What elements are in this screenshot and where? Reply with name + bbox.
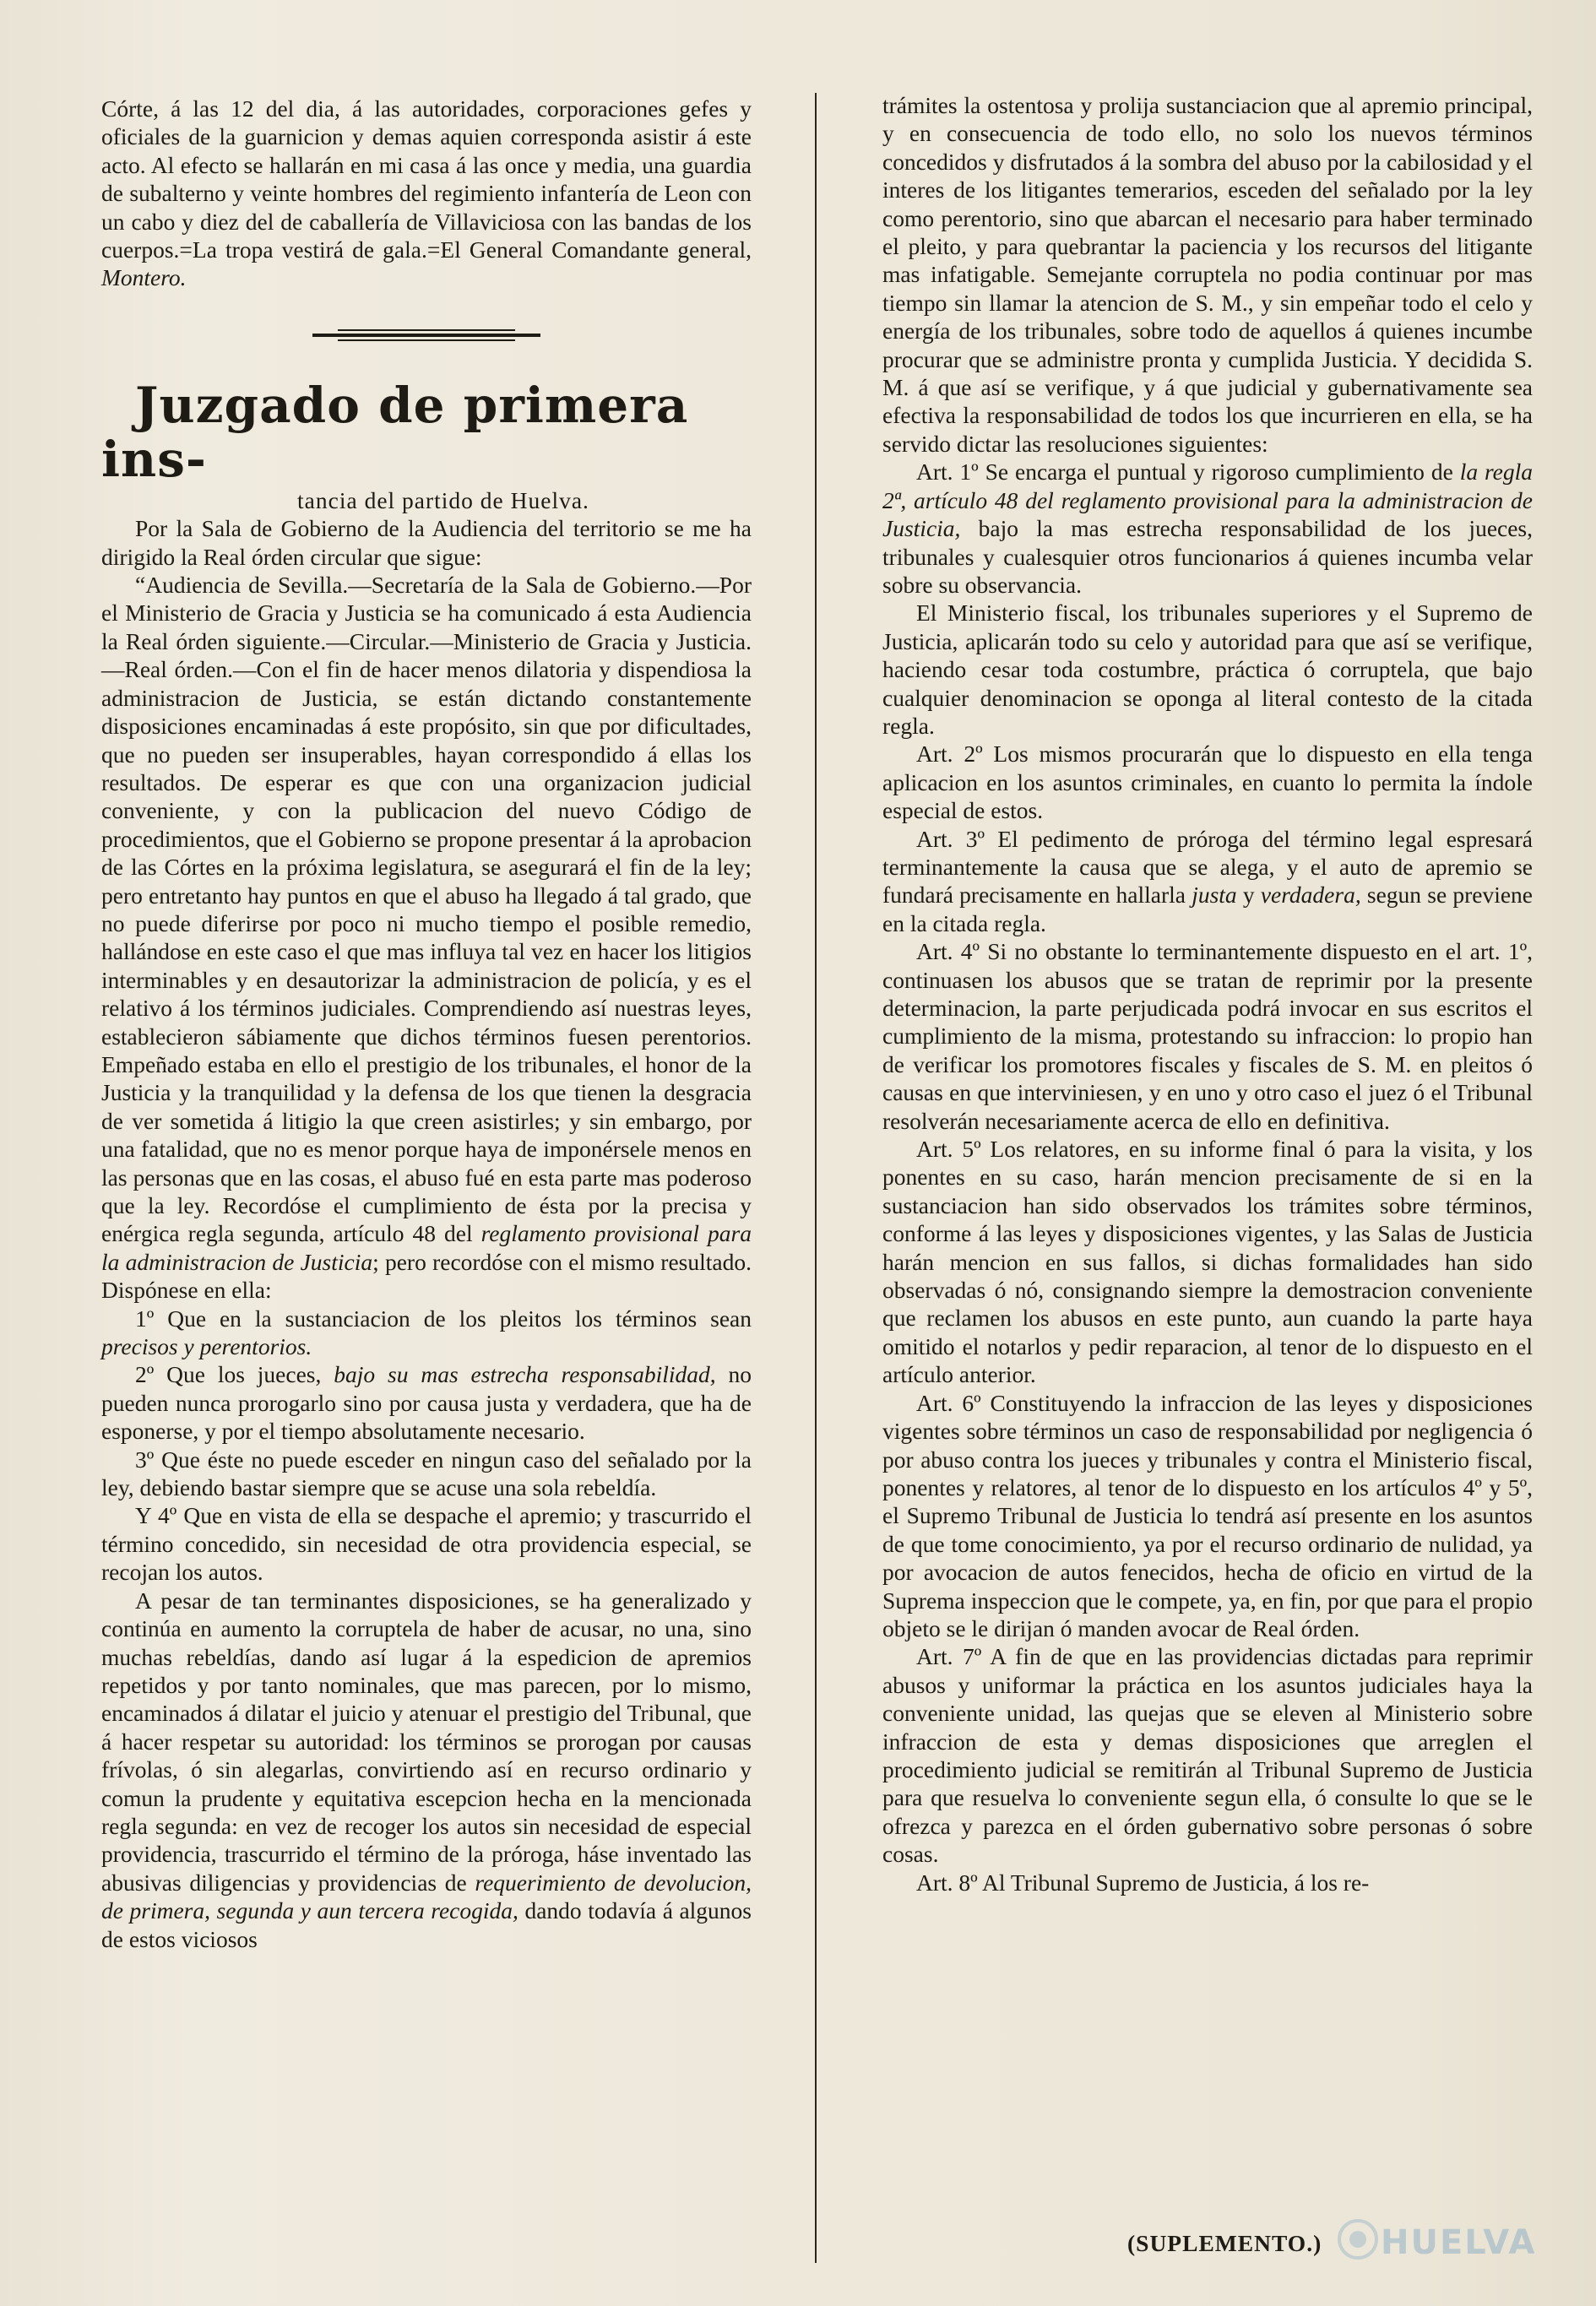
closing-text-a: A pesar de tan terminantes disposiciones, se ha generalizado y continúa en aumento la corruptela de haber de acusar, no una, sino muchas rebeldías, dando así lugar á la espedicion de apremios repetidos y por tanto nominales, que mas parecen, por lo mismo, encaminados á dilatar el juicio y atenuar el prestigio del Tribunal, que á hacer respetar su autoridad: los términos se prorogan por causas frívolas, ó sin alegarlas, convirtiendo así en recurso ordinario y comun la prudente y equitativa escepcion hecha en la mencionada regla segunda: en vez de recoger los autos sin necesidad de especial providencia, trascurrido el término de la próroga, háse inventado las abusivas diligencias y providencias de (101, 1587, 752, 1896)
court-subtitle: tancia del partido de Huelva. (297, 486, 589, 513)
section-divider (312, 329, 540, 341)
rule-1-italic: precisos y perentorios. (101, 1333, 312, 1360)
article-3-tail: segun se previene en la citada regla. (882, 882, 1533, 936)
article-4: Art. 4º Si no obstante lo terminantemente dispuesto en el art. 1º, continuasen los abusos que se tratan de reprimir por la presente determinacion, la parte perjudicada podrá invocar en sus escritos el cumplimiento de la misma, protestando su infraccion: lo propio han de verificar los promotores fiscales y fiscales de S. M. en pleitos ó causas en que interviniesen, y en uno y otro caso el juez ó el Tribunal resolverán necesariamente acerca de ello en definitiva. (882, 938, 1533, 1134)
rule-2-text-b: no pueden nunca prorogarlo sino por causa justa y verdadera, que ha de esponerse, y por el tiempo absolutamente necesario. (101, 1361, 752, 1445)
notice-text: Córte, á las 12 del dia, á las autoridades, corporaciones gefes y oficiales de la guarnicion y demas aquien corresponda asistir á este acto. Al efecto se hallarán en mi casa á las once y media, una guardia de subalterno y veinte hombres del regimiento infantería de Leon con un cabo y diez del de caballería de Villaviciosa con las bandas de los cuerpos.=La tropa vestirá de gala.=El General Comandante general, (101, 95, 752, 263)
article-3-italic-a: justa (1192, 882, 1237, 909)
article-1-paragraph-2: El Ministerio fiscal, los tribunales superiores y el Supremo de Justicia, aplicarán todo su celo y autoridad para que así se verifique, haciendo cesar toda costumbre, práctica ó corruptela, que bajo cualquier denominacion se oponga al literal contesto de la citada regla. (882, 600, 1533, 739)
article-5: Art. 5º Los relatores, en su informe final ó para la visita, y los ponentes en su caso, harán mencion precisamente de si en la sustanciacion han sido observados los trámites sobre términos, conforme á las leyes y disposiciones vigentes, y las Salas de Justicia harán mencion en sus fallos, si dichas formalidades han sido observadas ó nó, consignando siempre la demostracion conveniente que reclamen los abusos en este punto, aun cuando la parte haya omitido el notarlos y pedir reparacion, al tenor de lo dispuesto en el artículo anterior. (882, 1136, 1533, 1388)
divider-bar (312, 334, 540, 337)
rule-3: 3º Que éste no puede esceder en ningun caso del señalado por la ley, debiendo bastar siempre que se acuse una sola rebeldía. (101, 1446, 752, 1501)
article-1 (882, 458, 1533, 599)
intro-paragraph: Por la Sala de Gobierno de la Audiencia del territorio se me ha dirigido la Real órden circular que sigue: (101, 515, 752, 570)
rule-1 (101, 1305, 752, 1361)
rule-2 (101, 1360, 752, 1445)
rule-4: Y 4º Que en vista de ella se despache el apremio; y trascurrido el término concedido, sin necesidad de otra providencia especial, se recojan los autos. (101, 1502, 752, 1586)
article-3-and: y (1242, 882, 1255, 909)
left-column (101, 95, 752, 1953)
continuation-paragraph: trámites la ostentosa y prolija sustanciacion que al apremio principal, y en consecuencia de todo ello, no solo los nuevos términos concedidos y disfrutados á la sombra del abuso por la cabilosidad y el interes de los litigantes temerarios, esceden del señalado por la ley como perentorio, sino que abarcan el necesario para haber terminado el pleito, y para quebrantar la paciencia y los recursos del litigante mas infatigable. Semejante corruptela no podia continuar por mas tiempo sin llamar la atencion de S. M., y sin empeñar todo el celo y energía de los tribunales, sobre todo de aquellos á quienes incumbe procurar que se administre pronta y cumplida Justicia. Y decidida S. M. á que así se verifique, y á que judicial y gubernativamente sea efectiva la responsabilidad de todos los que incurrieren en ella, se ha servido dictar las resoluciones siguientes: (882, 92, 1533, 457)
closing-paragraph (101, 1587, 752, 1953)
article-1-text-a: Art. 1º Se encarga el puntual y rigoroso cumplimiento de (916, 458, 1453, 486)
article-8: Art. 8º Al Tribunal Supremo de Justicia, á los re- (916, 1869, 1370, 1896)
closing-italic: requerimiento de devolucion, de primera, segunda y aun tercera recogida, (101, 1869, 752, 1924)
article-3 (882, 825, 1533, 938)
article-7: Art. 7º A fin de que en las providencias dictadas para reprimir abusos y uniformar la práctica en los asuntos judiciales haya la conveniente unidad, las quejas que se eleven al Ministerio sobre infraccion de esta y demas disposiciones que arreglen el procedimiento judicial se remitirán al Tribunal Supremo de Justicia para que resuelva lo conveniente segun ella, ó consulte lo que se le ofrezca y parezca en el órden gubernativo sobre personas ó sobre cosas. (882, 1643, 1533, 1868)
article-3-italic-b: verdadera, (1260, 882, 1361, 909)
article-2: Art. 2º Los mismos procurarán que lo dispuesto en ella tenga aplicacion en los asuntos criminales, en cuanto lo permita la índole especial de estos. (882, 741, 1533, 824)
article-6: Art. 6º Constituyendo la infraccion de las leyes y disposiciones vigentes sobre términos un caso de responsabilidad por negligencia ó por abuso contra los jueces y tribunales y contra el Ministerio fiscal, ponentes y relatores, al tenor de lo dispuesto en los artículos 4º y 5º, el Supremo Tribunal de Justicia lo tendrá así presente en los asuntos de que tome conocimiento, ya por el recurso ordinario de nulidad, ya por avocacion de autos fenecidos, hecha de oficio en virtud de la Suprema inspeccion que le compete, ya, en fin, por que para el propio objeto se le dirijan ó manden avocar de Real órden. (882, 1389, 1533, 1641)
royal-order-paragraph (101, 571, 752, 1305)
right-column (882, 91, 1533, 1896)
article-3-text: Art. 3º El pedimento de próroga del término legal espresará terminantemente la causa que se alega, y el auto de apremio se fundará precisamente en hallarla (882, 825, 1533, 909)
royal-order-text-2: ; pero recordóse con el mismo resultado. Dispónese en ella: (101, 1248, 752, 1304)
court-title: Juzgado de primera ins- (101, 376, 689, 488)
royal-order-text-1: “Audiencia de Sevilla.—Secretaría de la Sala de Gobierno.—Por el Ministerio de Gracia y Justicia se ha comunicado á esta Audiencia la Real órden siguiente.—Circular.—Ministerio de Gracia y Justicia.—Real órden.—Con el fin de hacer menos dilatoria y dispendiosa la administracion de Justicia, se están dictando constantemente disposiciones encaminadas á este propósito, sin que por dificultades, que no pueden ser insuperables, hayan correspondido á ellas los resultados. De esperar es que con una organizacion judicial conveniente, y con la publicacion del nuevo Código de procedimientos, que el Gobierno se propone presentar á la aprobacion de las Córtes en la próxima legislatura, se asegurará el fin de la ley; pero entretanto hay puntos en que el abuso ha llegado á tal grado, que no puede diferirse por poco ni mucho tiempo el posible remedio, hallándose en este caso el que mas influya tal vez en hacer los litigios interminables y en desautorizar la administracion de policía, y es el relativo á los términos judiciales. Comprendiendo así nuestras leyes, establecieron sábiamente que dichos términos fuesen perentorios. Empeñado estaba en ello el prestigio de los tribunales, el honor de la Justicia y la tranquilidad y la defensa de los que tienen la desgracia de ver sometida á litigio la que creen asistirles; y sin embargo, por una fatalidad, que no es menor porque haya de imponérsele menos en las personas que en las cosas, el abuso fué en esta parte mas poderoso que la ley. Recordóse el cumplimiento de ésta por la precisa y enérgica regla segunda, artículo 48 del (101, 572, 752, 1247)
watermark-text: HUELVA (1381, 2223, 1537, 2262)
watermark-emblem-inner (1349, 2231, 1366, 2248)
closing-text-b: dando todavía á algunos de estos viciosos (101, 1897, 752, 1952)
column-rule (815, 93, 817, 2263)
article-1-italic: la regla 2ª, artículo 48 del reglamento provisional para la administracion de Justicia, (882, 458, 1534, 542)
royal-order-italic: reglamento provisional para la administracion de Justicia (101, 1220, 752, 1275)
rule-2-text-a: 2º Que los jueces, (135, 1361, 322, 1388)
suplemento-label: (SUPLEMENTO.) (1127, 2230, 1322, 2256)
article-1-text-b: bajo la mas estrecha responsabilidad de los jueces, tribunales y cualesquier otros funcionarios á quienes incumba velar sobre su observancia. (882, 515, 1534, 598)
notice-paragraph (101, 95, 752, 292)
rule-1-text: 1º Que en la sustanciacion de los pleitos los términos sean (135, 1305, 752, 1332)
notice-signature: Montero. (101, 264, 187, 291)
rule-2-italic: bajo su mas estrecha responsabilidad, (334, 1361, 716, 1388)
